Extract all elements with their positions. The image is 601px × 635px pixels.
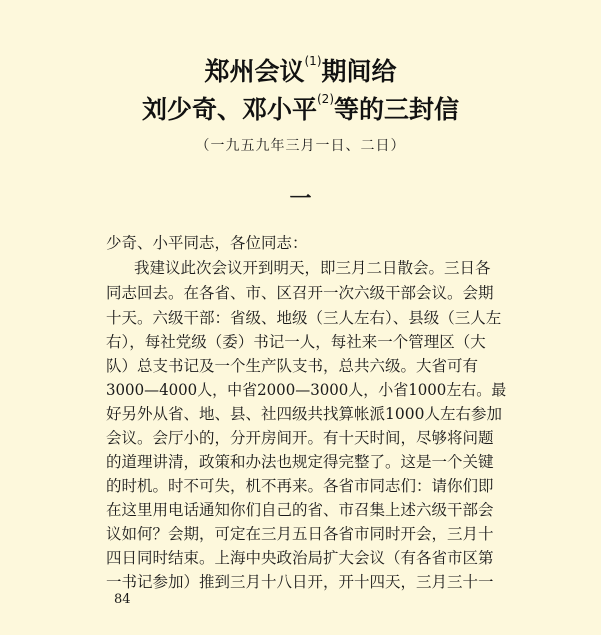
title-line-2-text: 刘少奇、邓小平 <box>141 95 317 124</box>
salutation: 少奇、小平同志，各位同志： <box>106 234 308 252</box>
body-line: 十天。六级干部：省级、地级（三人左右）、县级（三人左 <box>106 309 502 327</box>
body-line: 右），每社党级（委）书记一人，每社来一个管理区（大 <box>106 333 486 351</box>
body-line: 会议。会厅小的，分开房间开。有十天时间，尽够将问题 <box>106 429 494 447</box>
body-line: 好另外从省、地、县、社四级共找算帐派1000人左右参加 <box>106 405 502 423</box>
body-line: 队）总支书记及一个生产队支书，总共六级。大省可有 <box>106 357 479 375</box>
title-line-1 <box>0 52 601 88</box>
title-line-1-text: 郑州会议 <box>204 57 305 86</box>
title-line-2 <box>0 90 601 126</box>
body-line: 同志回去。在各省、市、区召开一次六级干部会议。会期 <box>106 284 494 302</box>
date-subtitle: （一九五九年三月一日、二日） <box>195 138 406 154</box>
body-line: 的道理讲清，政策和办法也规定得完整了。这是一个关键 <box>106 453 494 471</box>
body-line: 议如何？会期，可定在三月五日各省市同时开会，三月十 <box>106 525 494 543</box>
title-line-2-rest: 等的三封信 <box>334 95 460 124</box>
body-line: 在这里用电话通知你们自己的省、市召集上述六级干部会 <box>106 501 494 519</box>
body-line: 的时机。时不可失，机不再来。各省市同志们：请你们即 <box>106 477 494 495</box>
body-line: 我建议此次会议开到明天，即三月二日散会。三日各 <box>134 259 491 277</box>
body-line: 3000—4000人，中省2000—3000人，小省1000左右。最 <box>106 381 507 399</box>
footnote-ref-1[interactable]: (1) <box>304 54 322 68</box>
body-line: 四日同时结束。上海中央政治局扩大会议（有各省市区第 <box>106 549 494 567</box>
page-number: 84 <box>114 592 131 607</box>
title-line-1-rest: 期间给 <box>321 57 397 86</box>
footnote-ref-2[interactable]: (2) <box>317 92 334 106</box>
body-line: 一书记参加）推到三月十八日开，开十四天，三月三十一 <box>106 573 494 591</box>
section-number: 一 <box>289 187 312 212</box>
